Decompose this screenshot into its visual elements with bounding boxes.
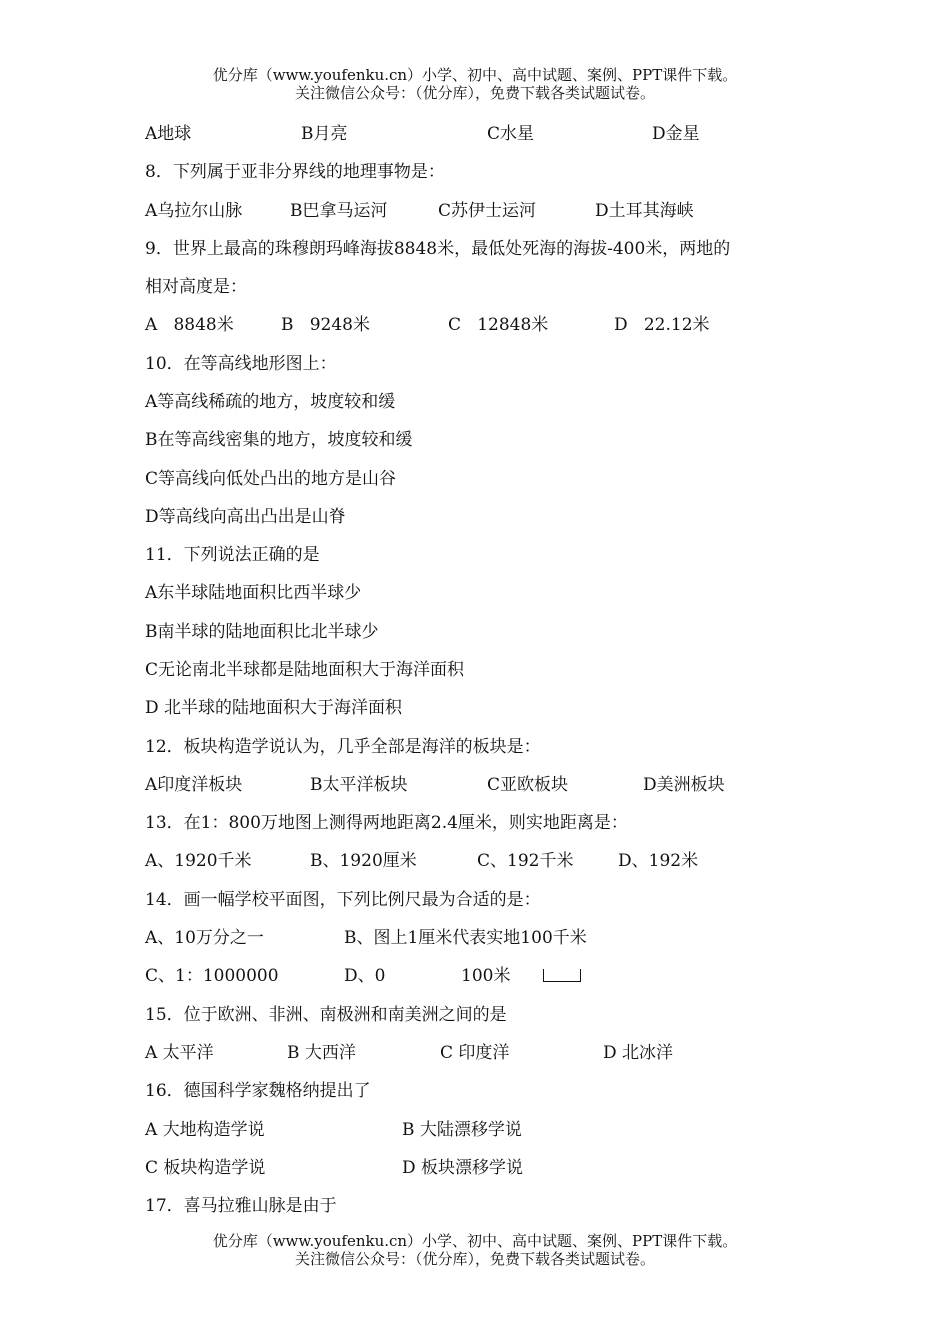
footer-line-2: 关注微信公众号：（优分库），免费下载各类试题试卷。	[294, 1250, 655, 1268]
q15-option-a: A 太平洋	[145, 1043, 214, 1063]
page-header	[0, 66, 950, 102]
q8-option-c: C苏伊士运河	[438, 201, 537, 221]
q11-option-b: B南半球的陆地面积比北半球少	[145, 622, 379, 642]
q14-stem: 14．画一幅学校平面图，下列比例尺最为合适的是：	[145, 890, 541, 910]
q8-option-d: D土耳其海峡	[595, 201, 694, 221]
q14-option-d-start: D、0	[344, 966, 386, 986]
q9-option-b: B 9248米	[281, 315, 370, 335]
q7-option-d: D金星	[652, 124, 700, 144]
q14-options-row-2	[145, 965, 645, 987]
q15-option-b: B 大西洋	[287, 1043, 356, 1063]
q16-option-b: B 大陆漂移学说	[402, 1120, 522, 1140]
q11-option-d: D 北半球的陆地面积大于海洋面积	[145, 698, 403, 718]
q14-option-c: C、1：1000000	[145, 966, 279, 986]
q13-option-c: C、192千米	[477, 851, 574, 871]
q12-option-c: C亚欧板块	[487, 775, 569, 795]
q16-stem: 16．德国科学家魏格纳提出了	[145, 1081, 371, 1101]
q11-option-c: C无论南北半球都是陆地面积大于海洋面积	[145, 660, 465, 680]
q10-option-b: B在等高线密集的地方，坡度较和缓	[145, 430, 413, 450]
q15-stem: 15．位于欧洲、非洲、南极洲和南美洲之间的是	[145, 1005, 507, 1025]
q14-option-d-end: 100米	[461, 966, 511, 986]
q8-option-a: A乌拉尔山脉	[145, 201, 243, 221]
q10-option-d: D等高线向高出凸出是山脊	[145, 507, 346, 527]
q15-option-d: D 北冰洋	[603, 1043, 674, 1063]
q8-option-b: B巴拿马运河	[290, 201, 388, 221]
q14-option-a: A、10万分之一	[145, 928, 264, 948]
page-footer	[0, 1232, 950, 1268]
q9-stem-line-2: 相对高度是：	[145, 277, 247, 297]
q16-option-c: C 板块构造学说	[145, 1158, 266, 1178]
q14-option-b: B、图上1厘米代表实地100千米	[344, 928, 587, 948]
q13-stem: 13．在1：800万地图上测得两地距离2.4厘米，则实地距离是：	[145, 813, 628, 833]
q10-option-a: A等高线稀疏的地方，坡度较和缓	[145, 392, 396, 412]
q7-option-a: A地球	[145, 124, 192, 144]
q7-option-c: C水星	[487, 124, 535, 144]
q11-option-a: A东半球陆地面积比西半球少	[145, 583, 362, 603]
q9-option-c: C 12848米	[448, 315, 549, 335]
q13-option-b: B、1920厘米	[310, 851, 417, 871]
q8-stem: 8．下列属于亚非分界线的地理事物是：	[145, 162, 445, 182]
q17-stem: 17．喜马拉雅山脉是由于	[145, 1196, 337, 1216]
q15-option-c: C 印度洋	[440, 1043, 510, 1063]
q9-option-a: A 8848米	[145, 315, 234, 335]
q12-option-a: A印度洋板块	[145, 775, 243, 795]
q13-option-a: A、1920千米	[145, 851, 252, 871]
q16-option-d: D 板块漂移学说	[402, 1158, 524, 1178]
q13-option-d: D、192米	[618, 851, 699, 871]
q9-option-d: D 22.12米	[614, 315, 710, 335]
q11-stem: 11．下列说法正确的是	[145, 545, 320, 565]
scale-bar-graphic	[543, 969, 581, 982]
q12-stem: 12．板块构造学说认为，几乎全部是海洋的板块是：	[145, 737, 541, 757]
header-line-2: 关注微信公众号：（优分库），免费下载各类试题试卷。	[294, 84, 655, 102]
q9-stem-line-1: 9．世界上最高的珠穆朗玛峰海拔8848米，最低处死海的海拔-400米，两地的	[145, 239, 731, 259]
footer-line-1: 优分库（www.youfenku.cn）小学、初中、高中试题、案例、PPT课件下载。	[212, 1232, 738, 1250]
q12-option-d: D美洲板块	[643, 775, 725, 795]
header-line-1: 优分库（www.youfenku.cn）小学、初中、高中试题、案例、PPT课件下载。	[212, 66, 738, 84]
q16-option-a: A 大地构造学说	[145, 1120, 265, 1140]
q7-option-b: B月亮	[301, 124, 348, 144]
q10-stem: 10．在等高线地形图上：	[145, 354, 337, 374]
q12-option-b: B太平洋板块	[310, 775, 408, 795]
q10-option-c: C等高线向低处凸出的地方是山谷	[145, 469, 397, 489]
